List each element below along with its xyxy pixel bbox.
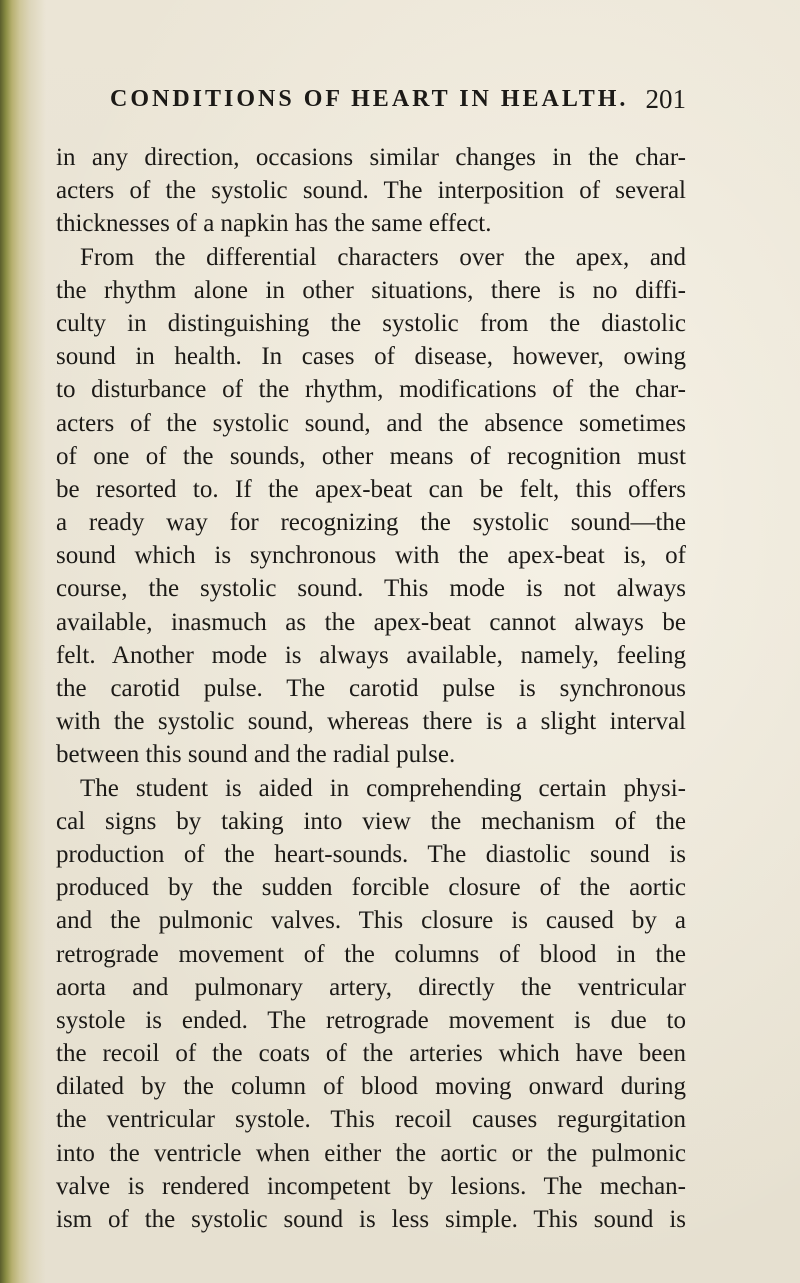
text-line: thicknesses of a napkin has the same effect. — [56, 210, 492, 238]
text-line: the ventricular systole. This recoil causes regurgitation — [56, 1106, 686, 1134]
paragraph-first-line: From the differential characters over the apex, and — [80, 243, 686, 271]
text-line: and the pulmonic valves. This closure is caused by a — [56, 907, 686, 935]
text-line: acters of the systolic sound. The interposition of several — [56, 177, 686, 205]
page-number: 201 — [645, 84, 686, 114]
text-line: felt. Another mode is always available, namely, feeling — [56, 641, 686, 669]
text-line: the rhythm alone in other situations, there is no diffi- — [56, 276, 686, 304]
text-line: aorta and pulmonary artery, directly the ventricular — [56, 973, 686, 1001]
text-line: into the ventricle when either the aortic or the pulmonic — [56, 1139, 686, 1167]
text-line: a ready way for recognizing the systolic sound—the — [56, 509, 686, 537]
text-line: valve is rendered incompetent by lesions. The mechan- — [56, 1172, 686, 1200]
text-line: sound in health. In cases of disease, however, owing — [56, 343, 686, 371]
text-line: culty in distinguishing the systolic from the diastolic — [56, 309, 686, 337]
paragraph-first-line: The student is aided in comprehending certain physi- — [80, 774, 686, 802]
text-line: ism of the systolic sound is less simple. This sound is — [56, 1206, 686, 1233]
text-line: in any direction, occasions similar changes in the char- — [56, 144, 686, 171]
page-binding-edge — [0, 0, 46, 1283]
text-line: dilated by the column of blood moving onward during — [56, 1073, 686, 1101]
running-title: CONDITIONS OF HEART IN HEALTH. — [110, 86, 629, 112]
text-line: cal signs by taking into view the mechanism of the — [56, 807, 686, 835]
text-line: to disturbance of the rhythm, modifications of the char- — [56, 376, 686, 404]
text-line: systole is ended. The retrograde movement is due to — [56, 1006, 686, 1034]
page-header — [110, 86, 686, 122]
text-line: be resorted to. If the apex-beat can be felt, this offers — [56, 475, 686, 503]
text-line: with the systolic sound, whereas there is a slight interval — [56, 708, 686, 736]
text-line: produced by the sudden forcible closure of the aortic — [56, 874, 686, 902]
text-line: acters of the systolic sound, and the absence sometimes — [56, 409, 686, 437]
text-line: sound which is synchronous with the apex-beat is, of — [56, 542, 686, 570]
text-line: the carotid pulse. The carotid pulse is synchronous — [56, 675, 686, 702]
text-line: course, the systolic sound. This mode is not always — [56, 575, 686, 603]
text-line: of one of the sounds, other means of recognition must — [56, 442, 686, 470]
body-text — [56, 141, 686, 1236]
text-line: available, inasmuch as the apex-beat cannot always be — [56, 608, 686, 636]
text-line: production of the heart-sounds. The diastolic sound is — [56, 840, 686, 868]
text-line: the recoil of the coats of the arteries which have been — [56, 1040, 686, 1068]
text-line: retrograde movement of the columns of blood in the — [56, 940, 686, 968]
text-line: between this sound and the radial pulse. — [56, 741, 456, 769]
